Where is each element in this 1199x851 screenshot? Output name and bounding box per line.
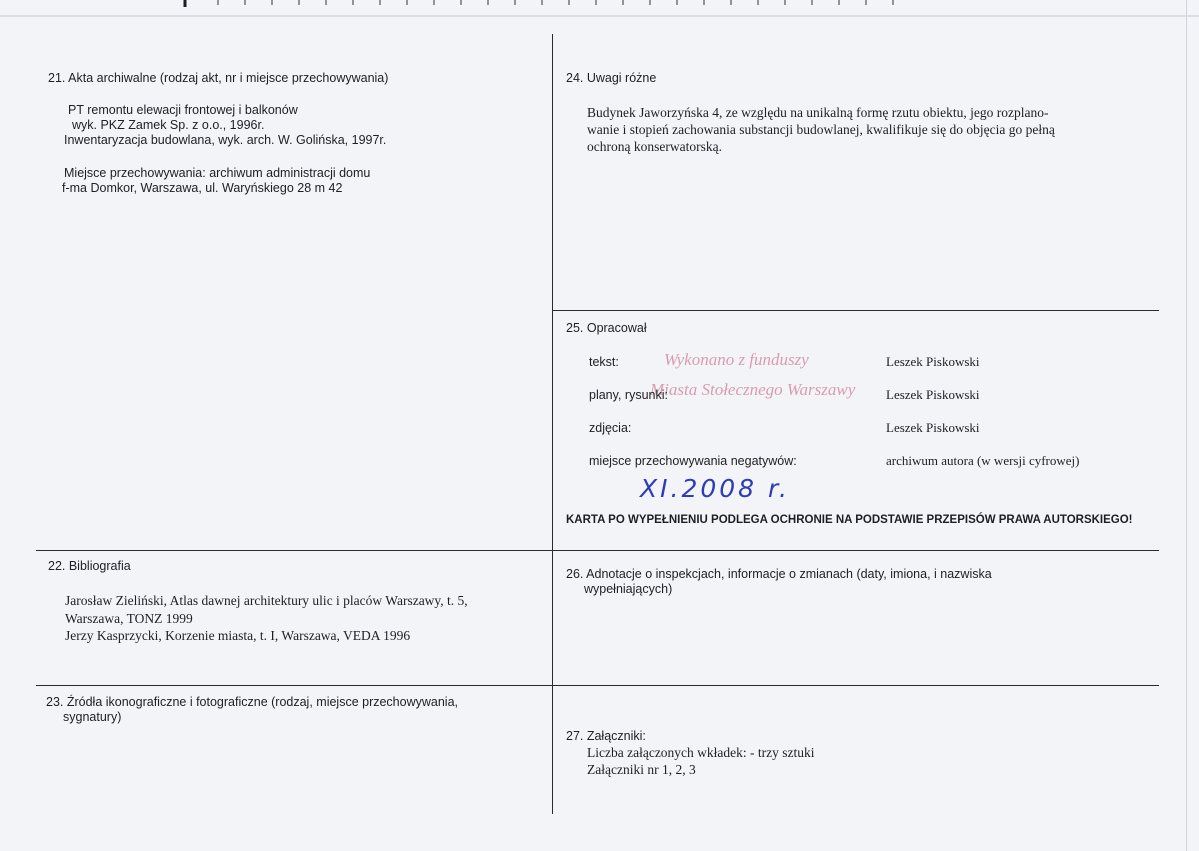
section-21-line: PT remontu elewacji frontowej i balkonów: [68, 103, 298, 117]
divider-row-2: [36, 550, 1159, 551]
section-23-heading-cont: sygnatury): [63, 710, 122, 724]
section-24-heading: 24. Uwagi różne: [566, 71, 657, 85]
section-24-line: ochroną konserwatorską.: [587, 139, 722, 154]
section-22-body: [65, 592, 468, 645]
center-divider: [552, 34, 553, 814]
section-21-body: [64, 103, 387, 148]
credit-value-photos: Leszek Piskowski: [886, 420, 980, 435]
section-21-line: Inwentaryzacja budowlana, wyk. arch. W. Golińska, 1997r.: [64, 133, 387, 147]
section-21-location-line: f-ma Domkor, Warszawa, ul. Waryńskiego 28 m 42: [62, 181, 343, 195]
section-25-heading: 25. Opracował: [566, 321, 647, 335]
section-26-heading-cont: wypełniających): [584, 582, 673, 596]
scan-edge: [1186, 0, 1187, 851]
section-22-heading: 22. Bibliografia: [48, 559, 131, 573]
section-27-body: [587, 744, 815, 778]
section-24-line: Budynek Jaworzyńska 4, ze względu na unikalną formę rzutu obiektu, jego rozplano-: [587, 105, 1049, 120]
funding-stamp-line2: Miasta Stołecznego Warszawy: [650, 380, 856, 399]
attachments-line: Liczba załączonych wkładek: - trzy sztuki: [587, 745, 815, 760]
credit-value-plans: Leszek Piskowski: [886, 387, 980, 402]
divider-row-3: [36, 685, 1159, 686]
section-24-line: wanie i stopień zachowania substancji budowlanej, kwalifikuje się do objęcia go pełną: [587, 122, 1055, 137]
top-ruler-strip: [0, 0, 1199, 22]
attachments-line: Załączniki nr 1, 2, 3: [587, 762, 696, 777]
credit-label-negatives: miejsce przechowywania negatywów:: [589, 454, 797, 468]
bibliography-line: Warszawa, TONZ 1999: [65, 610, 193, 626]
section-21-location: [64, 166, 370, 196]
section-27-heading: 27. Załączniki:: [566, 729, 646, 743]
section-21-line: wyk. PKZ Zamek Sp. z o.o., 1996r.: [72, 118, 265, 132]
credit-value-negatives: archiwum autora (w wersji cyfrowej): [886, 453, 1080, 468]
bibliography-line: Jarosław Zieliński, Atlas dawnej architektury ulic i placów Warszawy, t. 5,: [65, 593, 468, 608]
divider-24-25: [553, 310, 1159, 311]
section-23-heading: 23. Źródła ikonograficzne i fotograficzne (rodzaj, miejsce przechowywania,: [46, 695, 458, 709]
funding-stamp-line1: Wykonano z funduszy: [664, 350, 809, 369]
section-21-heading: 21. Akta archiwalne (rodzaj akt, nr i miejsce przechowywania): [48, 71, 389, 85]
section-24-body: [587, 104, 1055, 155]
credit-value-text: Leszek Piskowski: [886, 354, 980, 369]
handwritten-date: XI.2008 r.: [640, 474, 790, 503]
section-21-location-line: Miejsce przechowywania: archiwum administracji domu: [64, 166, 371, 180]
credit-label-plans: plany, rysunki:: [589, 388, 668, 402]
copyright-notice: KARTA PO WYPEŁNIENIU PODLEGA OCHRONIE NA PODSTAWIE PRZEPISÓW PRAWA AUTORSKIEGO!: [566, 514, 1133, 526]
credit-label-photos: zdjęcia:: [589, 421, 632, 435]
credit-label-text: tekst:: [589, 355, 619, 369]
section-26-heading: 26. Adnotacje o inspekcjach, informacje o zmianach (daty, imiona, i nazwiska: [566, 567, 992, 581]
bibliography-line: Jerzy Kasprzycki, Korzenie miasta, t. I, Warszawa, VEDA 1996: [65, 628, 411, 643]
